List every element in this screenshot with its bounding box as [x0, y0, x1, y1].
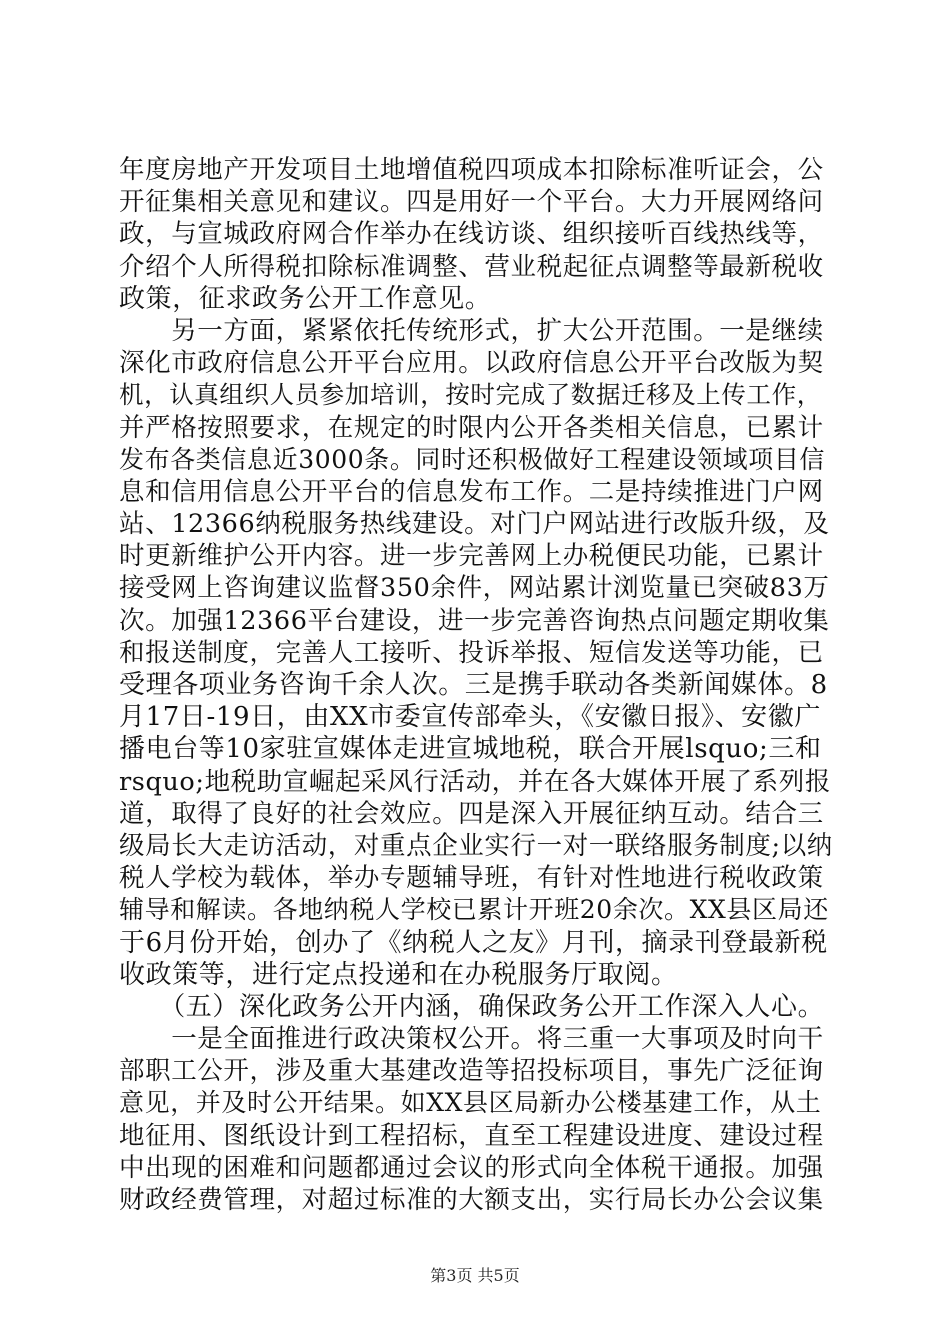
text-line: 时更新维护公开内容。进一步完善网上办税便民功能，已累计 [119, 541, 824, 572]
text-line: 意见，并及时公开结果。如XX县区局新办公楼基建工作，从土 [119, 1088, 822, 1118]
text-line: 受理各项业务咨询千余人次。三是携手联动各类新闻媒体。8 [119, 670, 828, 700]
text-line: 辅导和解读。各地纳税人学校已累计开班20余次。XX县区局还 [119, 895, 829, 925]
text-line: 政，与宣城政府网合作举办在线访谈、组织接听百线热线等， [119, 219, 824, 250]
text-line: rsquo;地税助宣崛起采风行活动，并在各大媒体开展了系列报 [119, 766, 831, 797]
page-number-footer: 第3页 共5页 [430, 1266, 520, 1285]
text-line: 机，认真组织人员参加培训，按时完成了数据迁移及上传工作， [119, 380, 822, 410]
text-line: 政策，征求政务公开工作意见。 [119, 283, 492, 314]
text-line: 级局长大走访活动，对重点企业实行一对一联络服务制度;以纳 [119, 830, 833, 861]
text-line: 另一方面，紧紧依托传统形式，扩大公开范围。一是继续 [119, 315, 824, 346]
text-line: 接受网上咨询建议监督350余件，网站累计浏览量已突破83万 [119, 573, 830, 604]
text-line: 税人学校为载体，举办专题辅导班，有针对性地进行税收政策 [119, 863, 824, 894]
text-line: 于6月份开始，创办了《纳税人之友》月刊，摘录刊登最新税 [119, 927, 828, 958]
text-line: 部职工公开，涉及重大基建改造等招投标项目，事先广泛征询 [119, 1056, 824, 1087]
text-line: 中出现的困难和问题都通过会议的形式向全体税干通报。加强 [119, 1152, 824, 1183]
text-line: 深化市政府信息公开平台应用。以政府信息公开平台改版为契 [119, 348, 824, 379]
text-line: 一是全面推进行政决策权公开。将三重一大事项及时向干 [119, 1024, 824, 1055]
text-line: 站、12366纳税服务热线建设。对门户网站进行改版升级，及 [119, 509, 830, 540]
text-line: 介绍个人所得税扣除标准调整、营业税起征点调整等最新税收 [119, 251, 824, 282]
text-line: 并严格按照要求，在规定的时限内公开各类相关信息，已累计 [119, 412, 824, 443]
text-line: 道，取得了良好的社会效应。四是深入开展征纳互动。结合三 [119, 798, 824, 829]
text-line: 财政经费管理，对超过标准的大额支出，实行局长办公会议集 [119, 1185, 824, 1215]
text-line: 开征集相关意见和建议。四是用好一个平台。大力开展网络问 [119, 187, 824, 218]
text-line: 息和信用信息公开平台的信息发布工作。二是持续推进门户网 [119, 476, 824, 507]
text-line: 和报送制度，完善人工接听、投诉举报、短信发送等功能，已 [119, 637, 824, 668]
document-body [119, 154, 834, 1216]
text-line: 收政策等，进行定点投递和在办税服务厅取阅。 [119, 959, 678, 990]
text-line: 播电台等10家驻宣媒体走进宣城地税，联合开展lsquo;三和 [119, 734, 822, 765]
text-line: 地征用、图纸设计到工程招标，直至工程建设进度、建设过程 [119, 1120, 824, 1151]
section-heading: （五）深化政务公开内涵，确保政务公开工作深入人心。 [119, 991, 825, 1022]
text-line: 次。加强12366平台建设，进一步完善咨询热点问题定期收集 [119, 605, 830, 636]
text-line: 发布各类信息近3000条。同时还积极做好工程建设领域项目信 [119, 444, 826, 474]
text-line: 月17日-19日，由XX市委宣传部牵头，《安徽日报》、安徽广 [119, 702, 821, 733]
text-line: 年度房地产开发项目土地增值税四项成本扣除标准听证会，公 [119, 155, 824, 185]
